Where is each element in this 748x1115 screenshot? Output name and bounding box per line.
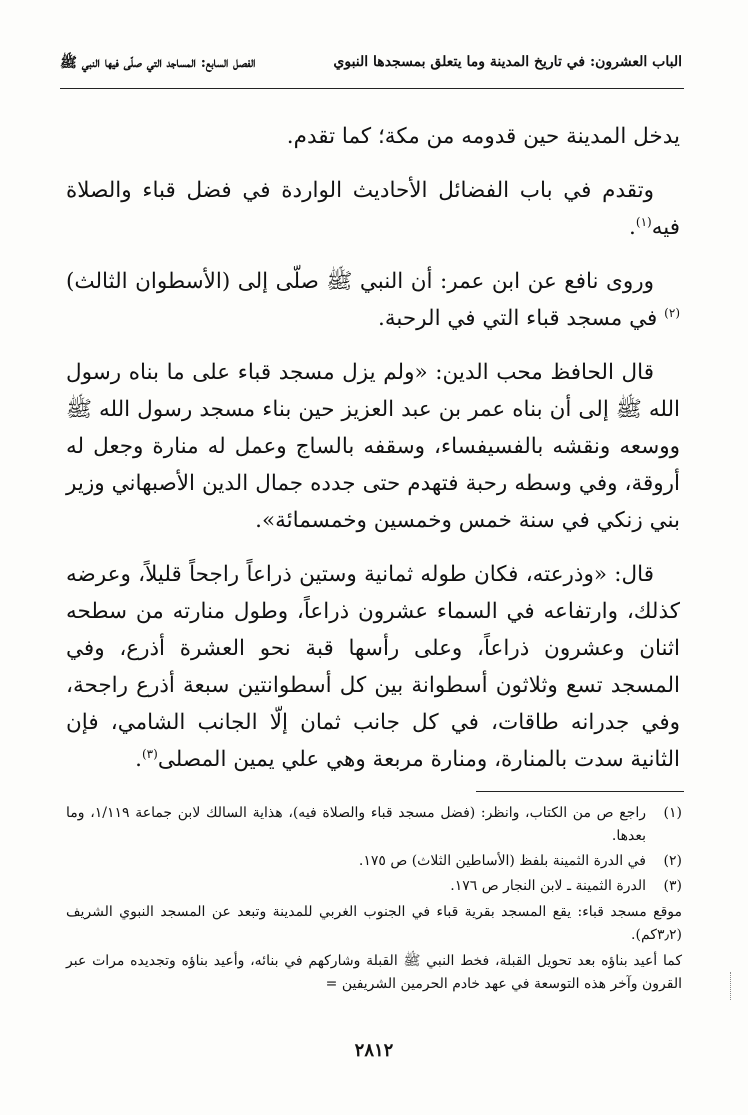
paragraph-3-end: في مسجد قباء التي في الرحبة. [378, 306, 665, 331]
section-title: الفصل السابع: المساجد التي صلّى فيها النبي ﷺ [60, 55, 256, 71]
chapter-title: الباب العشرون: في تاريخ المدينة وما يتعلق بمسجدها النبوي [333, 54, 682, 70]
footnote-ref-1: (١) [635, 214, 652, 229]
header-rule [60, 88, 684, 89]
paragraph-3 [66, 263, 680, 337]
footnote-number: (١) [663, 805, 682, 821]
footnote-item [66, 875, 682, 898]
footnote-rule [476, 791, 684, 792]
paragraph-5-text: قال: «وذرعته، فكان طوله ثمانية وستين ذراعاً راجحاً قليلاً، وعرضه كذلك، وارتفاعه في السماء عشرون ذراعاً، وطول منارته من سطحه اثنان وعشرون ذراعاً، وعلى رأسها قبة نحو العشرة أذرع، وفي المسجد تسع وثلاثون أسطوانة بين كل أسطوانتين سبعة أذرع راجحة، وفي جدرانه طاقات، في كل جانب ثمان إلّا الجانب الشامي، فإن الثانية سدت بالمنارة، ومنارة مربعة وهي علي يمين المصلى [66, 562, 680, 772]
footnote-text: الدرة الثمينة ـ لابن النجار ص ١٧٦. [450, 878, 646, 894]
paragraph-2-text: وتقدم في باب الفضائل الأحاديث الواردة في فضل قباء والصلاة فيه [66, 178, 680, 240]
paragraph-1 [66, 118, 680, 155]
footnote-text: راجع ص من الكتاب، وانظر: (فضل مسجد قباء والصلاة فيه)، هذاية السالك لابن جماعة ١/١١٩، وما بعدها. [66, 805, 646, 844]
footnote-note-history: كما أعيد بناؤه بعد تحويل القبلة، فخط النبي ﷺ القبلة وشاركهم في بنائه، وأعيد بناؤه وتجديده مرات عبر القرون وآخر هذه التوسعة في عهد خادم الحرمين الشريفين = [66, 953, 683, 992]
scan-edge-mark [730, 972, 733, 1000]
page-number: ٢٨١٢ [354, 1040, 394, 1061]
running-header [60, 54, 682, 74]
footnote-number: (٣) [663, 878, 682, 894]
footnotes [66, 802, 682, 996]
paragraph-5-end: . [135, 747, 142, 772]
footnote-item [66, 802, 682, 848]
paragraph-1-text: يدخل المدينة حين قدومه من مكة؛ كما تقدم. [286, 124, 680, 149]
footnote-note-location: موقع مسجد قباء: يقع المسجد بقرية قباء في الجنوب الغربي للمدينة وتبعد عن المسجد النبوي الشريف (٣٫٢كم). [66, 904, 682, 943]
paragraph-2 [66, 172, 680, 246]
footnote-text: في الدرة الثمينة بلفظ (الأساطين الثلاث) ص ١٧٥. [358, 853, 646, 869]
footnote-item [66, 850, 682, 873]
paragraph-3-text: وروى نافع عن ابن عمر: أن النبي ﷺ صلّى إلى (الأسطوان الثالث) [66, 269, 654, 294]
footnote-ref-2: (٢) [664, 305, 680, 320]
main-text [66, 118, 680, 795]
footnote-number: (٢) [663, 853, 682, 869]
paragraph-5 [66, 556, 680, 778]
paragraph-4 [66, 354, 680, 539]
paragraph-2-end: . [629, 215, 636, 240]
paragraph-4-text: قال الحافظ محب الدين: «ولم يزل مسجد قباء على ما بناه رسول الله ﷺ إلى أن بناه عمر بن عبد العزيز حين بناء مسجد رسول الله ﷺ ووسعه ونقشه بالفسيفساء، وسقفه بالساج وعمل له منارة وجعل له أروقة، وفي وسطه رحبة فتهدم حتى جدده جمال الدين الأصبهاني وزير بني زنكي في سنة خمس وخمسين وخمسمائة». [66, 360, 680, 533]
footnote-ref-3: (٣) [141, 746, 158, 761]
